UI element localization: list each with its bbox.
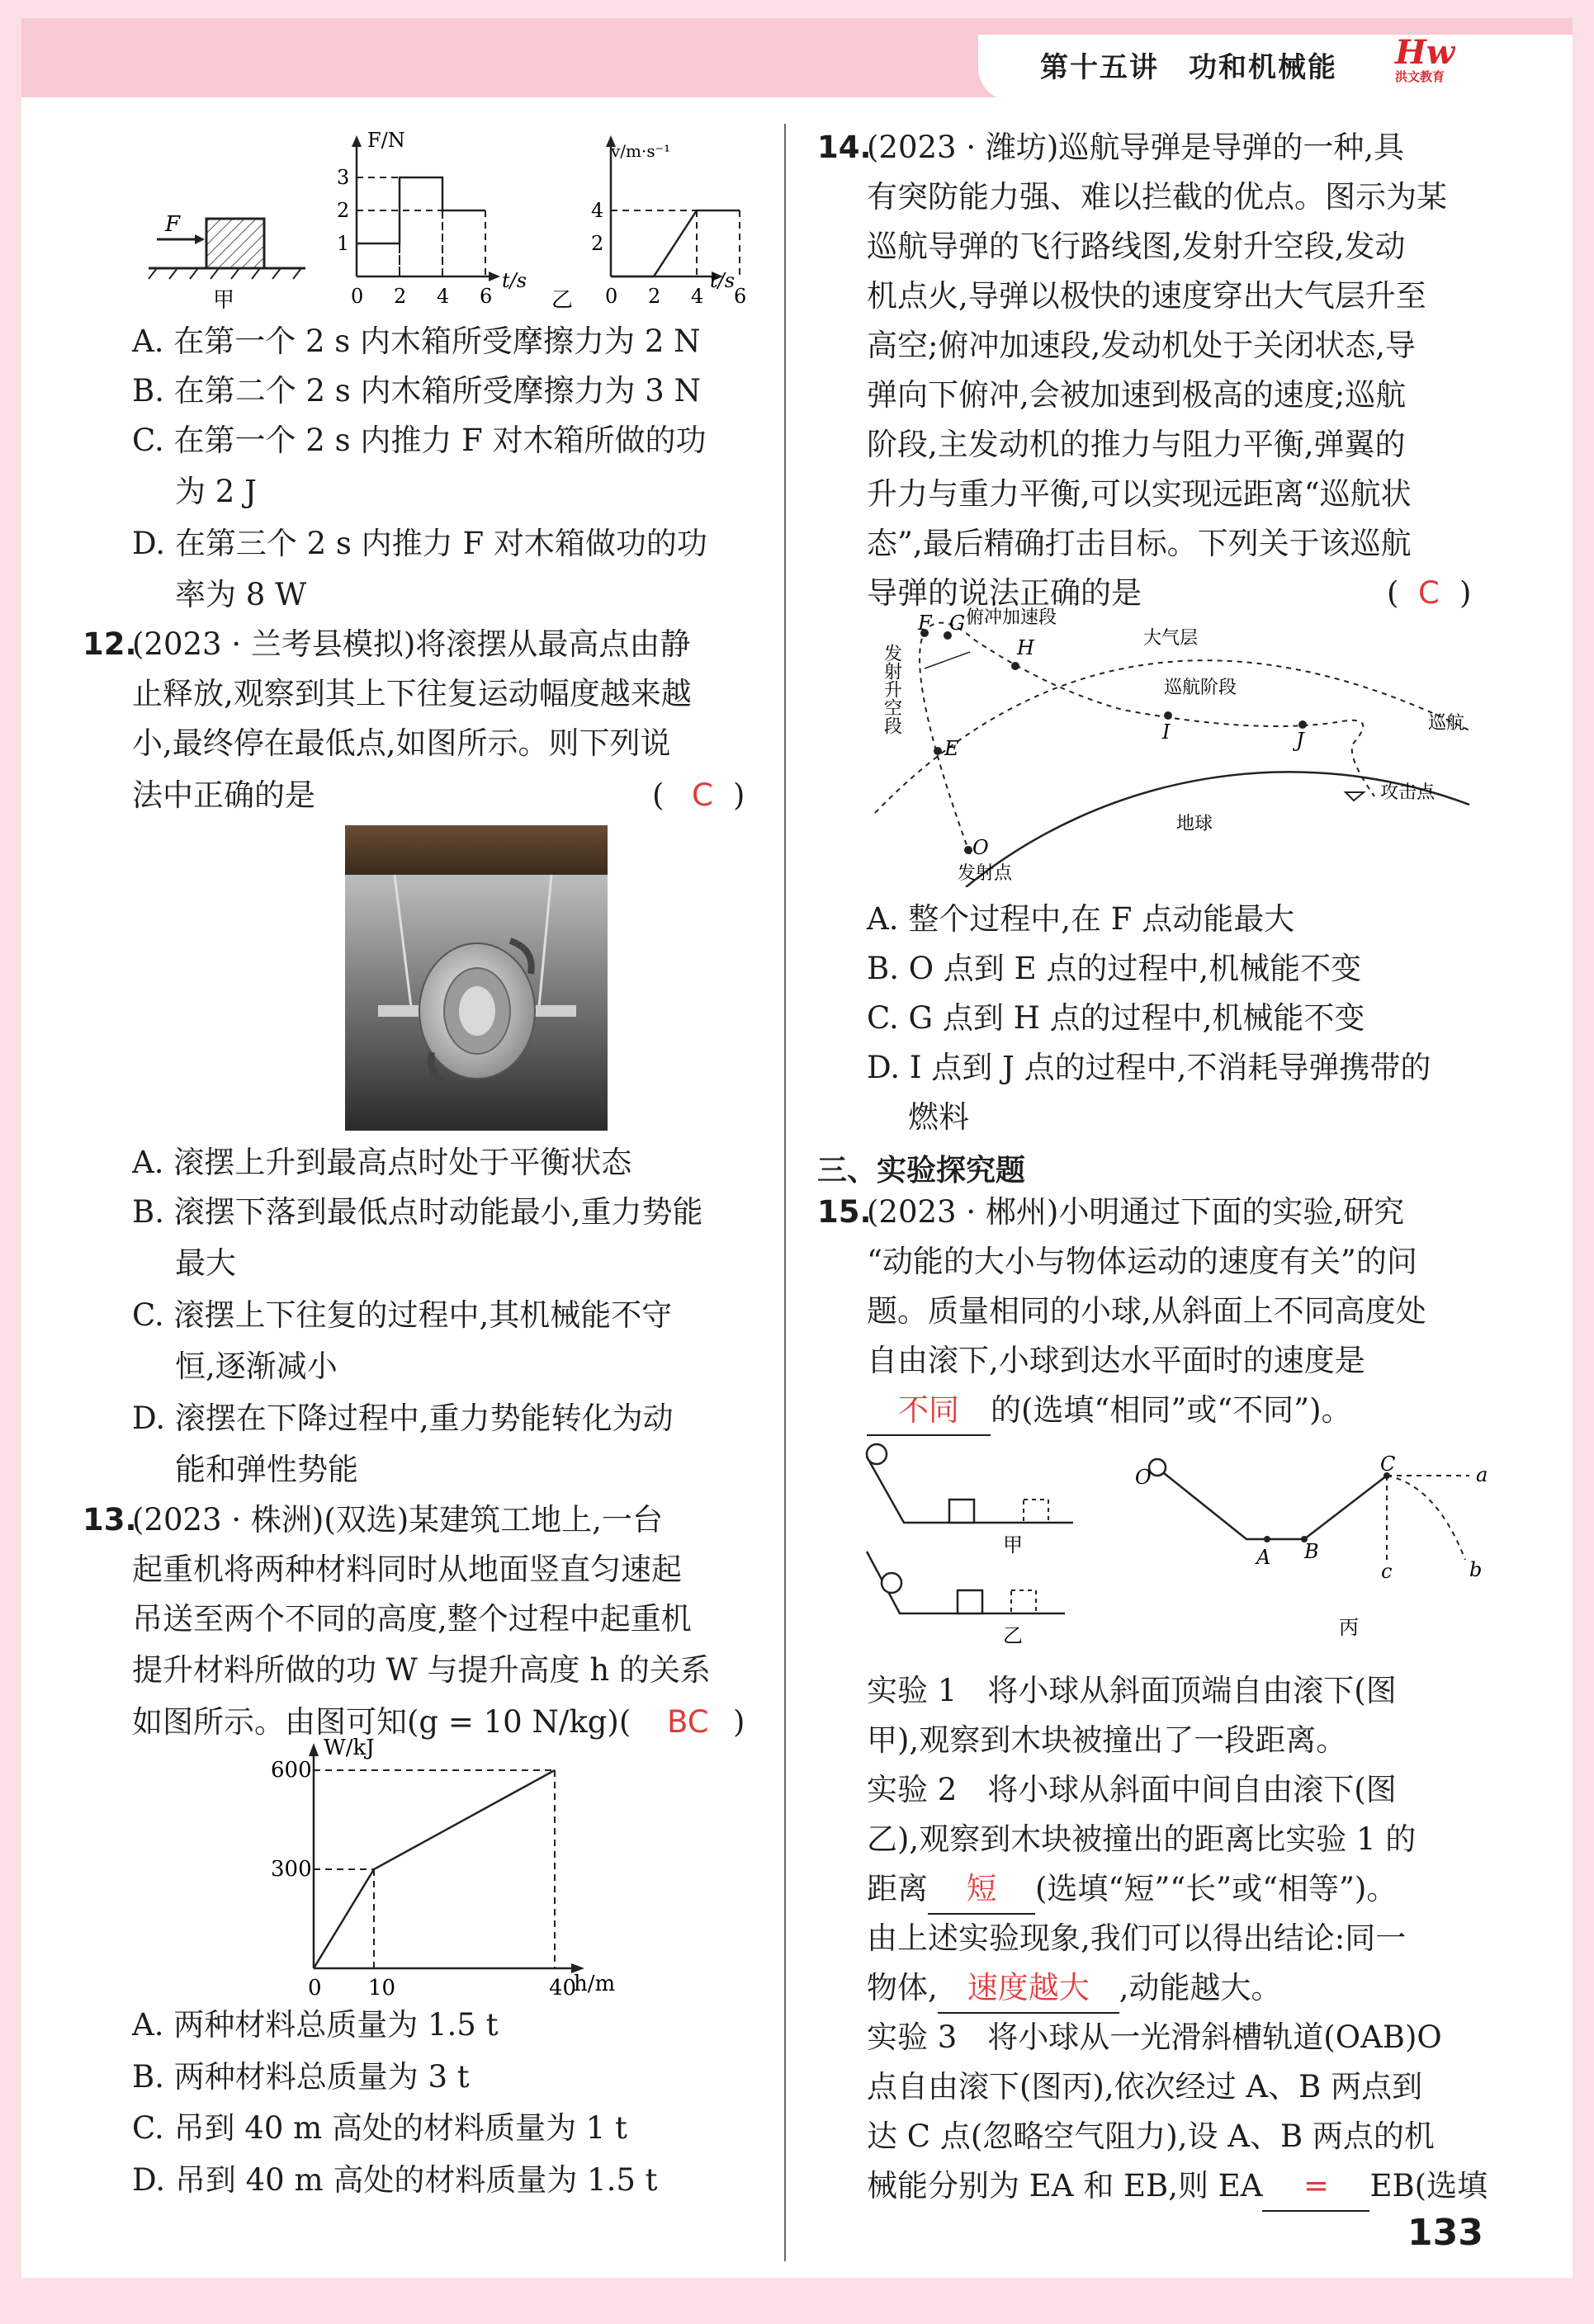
wooden-beam [345, 825, 608, 875]
q12-paren-right: ) [733, 777, 745, 813]
q12-answer: C [692, 777, 713, 813]
pt-J: J [1296, 729, 1304, 752]
f-ylabel: F/N [367, 129, 405, 152]
q14-line-4: 机点火,导弹以极快的速度穿出大气层升至 [867, 278, 1426, 314]
q12-line-4: 法中正确的是 [132, 777, 315, 813]
v-xtick: 0 [605, 285, 618, 308]
q14-option-c: C. G 点到 H 点的过程中,机械能不变 [867, 1000, 1365, 1036]
q15-line-4: 自由滚下,小球到达水平面时的速度是 [867, 1343, 1365, 1378]
block-moved [1011, 1590, 1036, 1613]
missile-path-diagram [858, 607, 1486, 887]
q12-option-c-cont: 恒,逐渐减小 [175, 1349, 338, 1384]
q15-exp2-suffix: (选填“短”“长”或“相等”)。 [1035, 1871, 1398, 1906]
force-time-chart [337, 129, 527, 308]
ball [1149, 1459, 1166, 1476]
label-attack-point: 攻击点 [1380, 782, 1436, 803]
ball [882, 1573, 901, 1593]
pt-O: O [972, 836, 989, 859]
q15-exp1-line-2: 甲),观察到木块被撞出了一段距离。 [867, 1722, 1347, 1758]
q13-option-d: D. 吊到 40 m 高处的材料质量为 1.5 t [132, 2162, 658, 2198]
q14-line-10: 导弹的说法正确的是 [867, 575, 1142, 611]
q15-exp3-line-2: 点自由滚下(图丙),依次经过 A、B 两点到 [867, 2069, 1423, 2104]
q11-option-d-cont: 率为 8 W [175, 577, 307, 612]
q14-line-8: 升力与重力平衡,可以实现远距离“巡航状 [867, 476, 1412, 512]
pt-E: E [944, 737, 959, 760]
q11-option-c-cont: 为 2 J [175, 474, 257, 509]
q13-paren-right: ) [733, 1704, 745, 1740]
chapter-title: 第十五讲 功和机械能 [1040, 51, 1337, 84]
block [949, 1500, 974, 1523]
q14-option-d: D. I 点到 J 点的过程中,不消耗导弹携带的 [867, 1050, 1431, 1085]
label-cruise: 巡航 [1428, 713, 1465, 734]
q14-line-3: 巡航导弹的飞行路线图,发射升空段,发动 [867, 229, 1406, 264]
q15-exp3-line-1: 实验 3 将小球从一光滑斜槽轨道(OAB)O [867, 2019, 1442, 2055]
q13-option-b: B. 两种材料总质量为 3 t [132, 2059, 470, 2095]
q13-option-c: C. 吊到 40 m 高处的材料质量为 1 t [132, 2110, 627, 2146]
q12-option-c: C. 滚摆上下往复的过程中,其机械能不守 [132, 1297, 673, 1333]
q15-exp3-prefix: 械能分别为 EA 和 EB,则 EA [867, 2168, 1263, 2204]
f-xlabel: t/s [502, 269, 527, 292]
q12-option-b-cont: 最大 [175, 1245, 236, 1281]
attack-marker [1346, 792, 1364, 801]
f-xtick: 4 [437, 285, 450, 308]
force-label: F [165, 212, 181, 237]
q12-number: 12. [83, 626, 137, 662]
q15-conclusion-suffix: ,动能越大。 [1119, 1970, 1282, 2005]
q15-exp3-suffix: EB(选填 [1369, 2168, 1488, 2204]
rolling-pendulum-photo [345, 825, 608, 1131]
q14-number: 14. [817, 130, 872, 165]
q12-line-3: 小,最终停在最低点,如图所示。则下列说 [132, 725, 671, 761]
block-moved [1024, 1500, 1048, 1523]
work-height-chart [248, 1733, 627, 2005]
label-launch-point: 发射点 [958, 863, 1013, 884]
q15-line-1: (2023 · 郴州)小明通过下面的实验,研究 [867, 1194, 1405, 1230]
q15-blank-3: 速度越大 [938, 1964, 1119, 2014]
q11-option-a: A. 在第一个 2 s 内木箱所受摩擦力为 2 N [132, 324, 701, 359]
label-earth: 地球 [1176, 814, 1213, 834]
q13-number: 13. [83, 1502, 137, 1538]
pt-O: O [1135, 1466, 1152, 1489]
fig-bing [1135, 1452, 1488, 1639]
v-xlabel: t/s [710, 269, 736, 292]
q15-blank-1: 不同 [867, 1386, 991, 1436]
q15-figures [858, 1436, 1494, 1651]
q12-line-1: (2023 · 兰考县模拟)将滚摆从最高点由静 [132, 626, 691, 662]
fig-jia-caption: 甲 [1003, 1533, 1023, 1556]
q11-option-b: B. 在第二个 2 s 内木箱所受摩擦力为 3 N [132, 373, 701, 409]
pt-I: I [1162, 720, 1171, 744]
label-a: a [1476, 1463, 1488, 1486]
q15-exp3-line-3: 达 C 点(忽略空气阻力),设 A、B 两点的机 [867, 2119, 1435, 2154]
velocity-series [611, 210, 740, 276]
label-cruise-stage: 巡航阶段 [1164, 678, 1237, 698]
q13-line-3: 吊送至两个不同的高度,整个过程中起重机 [132, 1601, 692, 1637]
q15-line-5 [867, 1386, 1352, 1436]
label-fuchong: 俯冲加速段 [966, 607, 1057, 628]
q15-line-2: “动能的大小与物体运动的速度有关”的问 [867, 1244, 1417, 1279]
q14-answer: C [1418, 575, 1440, 611]
box [206, 219, 264, 268]
f-xtick: 0 [351, 285, 364, 308]
column-divider [784, 124, 786, 2261]
q11-figures [140, 124, 751, 314]
logo-subtext: 洪文教育 [1395, 69, 1445, 84]
w-xtick: 10 [368, 1976, 396, 2000]
q15-exp3-line-4 [867, 2162, 1488, 2212]
v-xtick: 2 [648, 285, 661, 308]
velocity-time-chart [551, 135, 746, 313]
q12-option-a: A. 滚摆上升到最高点时处于平衡状态 [132, 1145, 632, 1180]
publisher-logo [1395, 33, 1486, 94]
pt-G: G [949, 612, 966, 635]
w-ylabel: W/kJ [324, 1736, 375, 1760]
q15-conclusion-prefix: 物体, [867, 1970, 938, 2005]
q15-conclusion-line-2 [867, 1964, 1282, 2014]
q15-exp1-line-1: 实验 1 将小球从斜面顶端自由滚下(图 [867, 1673, 1397, 1708]
q13-line-5: 如图所示。由图可知(g = 10 N/kg)( [132, 1704, 631, 1740]
q11-option-d: D. 在第三个 2 s 内推力 F 对木箱做功的功 [132, 526, 707, 561]
q13-line-2: 起重机将两种材料同时从地面竖直匀速起 [132, 1552, 682, 1587]
v-xtick: 4 [691, 285, 704, 308]
q13-line-1: (2023 · 株洲)(双选)某建筑工地上,一台 [132, 1502, 663, 1538]
q15-exp2-line-1: 实验 2 将小球从斜面中间自由滚下(图 [867, 1772, 1397, 1807]
q14-line-9: 态”,最后精确打击目标。下列关于该巡航 [867, 526, 1412, 561]
q12-paren-left: ( [652, 777, 665, 813]
q14-line-5: 高空;俯冲加速段,发动机处于关闭状态,导 [867, 328, 1416, 363]
fig-yi-caption: 乙 [1003, 1624, 1023, 1647]
track-OAB [1164, 1473, 1387, 1539]
q12-option-b: B. 滚摆下落到最低点时动能最小,重力势能 [132, 1194, 703, 1230]
q12-line-2: 止释放,观察到其上下往复运动幅度越来越 [132, 676, 692, 711]
h-xlabel: h/m [574, 1972, 616, 1996]
pt-H: H [1017, 636, 1034, 659]
pt-B: B [1304, 1540, 1319, 1563]
q15-exp2-line-3 [867, 1865, 1397, 1915]
v-xtick: 6 [734, 285, 747, 308]
q13-answer: BC [667, 1704, 709, 1740]
q13-option-a: A. 两种材料总质量为 1.5 t [132, 2007, 499, 2043]
f-xtick: 6 [480, 285, 493, 308]
fig-yi-label: 乙 [551, 288, 574, 313]
pt-C: C [1380, 1452, 1396, 1476]
q14-line-6: 弹向下俯冲,会被加速到极高的速度;巡航 [867, 377, 1407, 413]
q11-option-c: C. 在第一个 2 s 内推力 F 对木箱所做的功 [132, 423, 707, 458]
label-c: c [1381, 1560, 1393, 1583]
q14-option-a: A. 整个过程中,在 F 点动能最大 [867, 901, 1295, 937]
q15-blank-2: 短 [928, 1865, 1035, 1915]
v-ytick: 4 [591, 199, 604, 222]
q14-paren-left: ( [1387, 575, 1399, 611]
fig-jia [867, 1444, 1073, 1556]
fig-yi [867, 1552, 1065, 1647]
q14-line-7: 阶段,主发动机的推力与阻力平衡,弹翼的 [867, 427, 1406, 462]
w-ytick: 600 [271, 1758, 312, 1783]
q15-exp2-prefix: 距离 [867, 1871, 928, 1906]
q15-exp2-line-2: 乙),观察到木块被撞出的距离比实验 1 的 [867, 1821, 1417, 1857]
q15-conclusion-line-1: 由上述实验现象,我们可以得出结论:同一 [867, 1920, 1407, 1956]
flight-path [920, 623, 1374, 854]
q15-number: 15. [817, 1194, 872, 1230]
q14-option-d-cont: 燃料 [908, 1099, 969, 1135]
w-xtick: 40 [549, 1976, 577, 2000]
fig-jia-label: 甲 [213, 288, 235, 313]
q15-after-blank-1: 的(选填“相同”或“不同”)。 [991, 1392, 1352, 1428]
q12-option-d-cont: 能和弹性势能 [175, 1452, 358, 1487]
block [958, 1590, 982, 1613]
pt-A: A [1256, 1546, 1271, 1569]
f-ytick: 2 [337, 199, 350, 222]
w-xtick: 0 [308, 1976, 322, 2000]
v-ytick: 2 [591, 232, 604, 255]
f-xtick: 2 [394, 285, 407, 308]
q12-option-d: D. 滚摆在下降过程中,重力势能转化为动 [132, 1401, 674, 1436]
logo-mark: Hw [1395, 33, 1455, 72]
f-ytick: 3 [337, 166, 350, 189]
q15-blank-4: = [1262, 2162, 1369, 2212]
v-ylabel: v/m·s⁻¹ [611, 141, 671, 161]
q14-line-1: (2023 · 潍坊)巡航导弹是导弹的一种,具 [867, 130, 1405, 165]
fig-bing-caption: 丙 [1339, 1616, 1359, 1639]
q15-line-3: 题。质量相同的小球,从斜面上不同高度处 [867, 1293, 1426, 1329]
q14-paren-right: ) [1459, 575, 1472, 611]
f-ytick: 1 [337, 232, 350, 255]
label-atmosphere: 大气层 [1143, 628, 1199, 649]
q14-option-b: B. O 点到 E 点的过程中,机械能不变 [867, 951, 1362, 986]
q14-line-2: 有突防能力强、难以拦截的优点。图示为某 [867, 179, 1447, 215]
label-b: b [1469, 1558, 1483, 1581]
w-ytick: 300 [271, 1857, 312, 1882]
page-number: 133 [1407, 2212, 1483, 2254]
label-launch-stage: 发射升空段 [881, 644, 902, 735]
footer-band [21, 2278, 1573, 2306]
q13-line-4: 提升材料所做的功 W 与提升高度 h 的关系 [132, 1652, 711, 1688]
section-heading: 三、实验探究题 [817, 1154, 1026, 1188]
box-diagram [149, 212, 305, 313]
pt-F: F [918, 612, 932, 635]
